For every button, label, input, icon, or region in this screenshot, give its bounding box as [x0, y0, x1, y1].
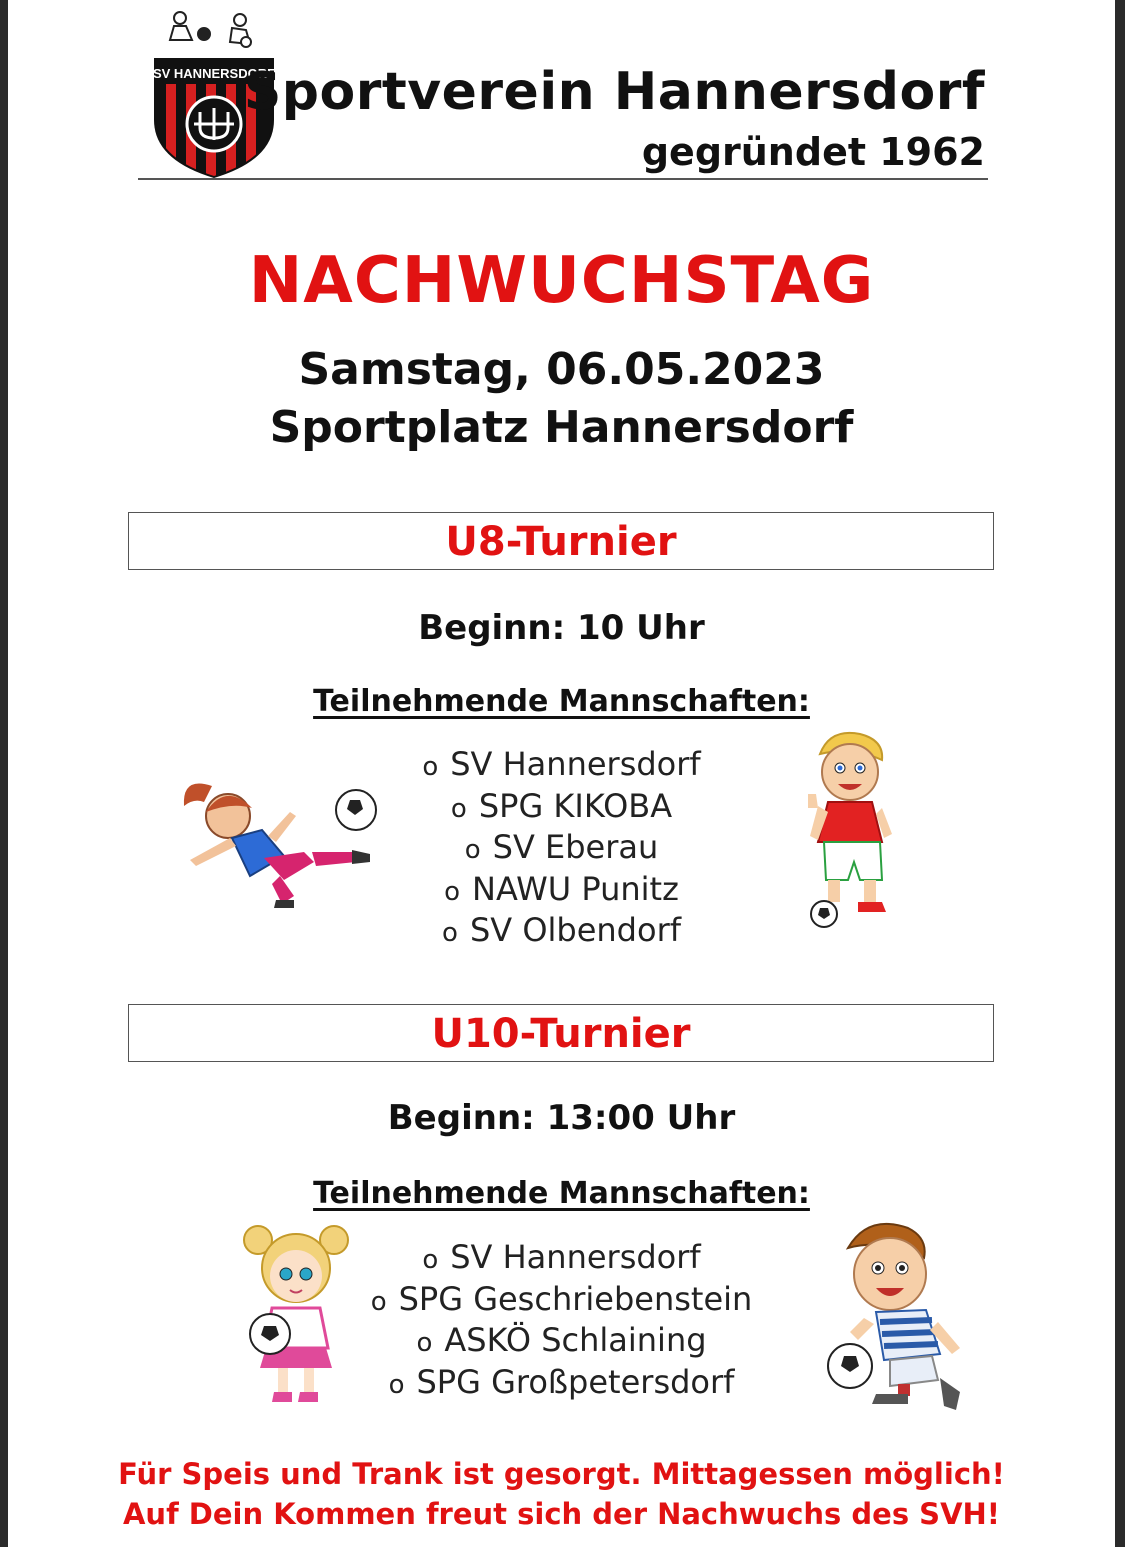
u10-tournament-heading: U10-Turnier	[128, 1004, 994, 1062]
girl-holding-ball-illustration	[236, 1222, 356, 1408]
header-divider	[138, 178, 988, 180]
footer-line-1: Für Speis und Trank ist gesorgt. Mittagessen möglich!	[118, 1457, 1005, 1491]
u8-begin-time: Beginn: 10 Uhr	[418, 608, 705, 648]
list-item: o SV Olbendorf	[442, 911, 681, 949]
list-item: o SPG KIKOBA	[450, 786, 673, 825]
founded-year: gegründet 1962	[641, 130, 985, 174]
girl-kicking-ball-illustration	[172, 776, 388, 912]
u10-teams-heading: Teilnehmende Mannschaften:	[313, 1176, 810, 1211]
u8-teams-heading: Teilnehmende Mannschaften:	[313, 684, 810, 719]
footer-line-2: Auf Dein Kommen freut sich der Nachwuchs des SVH!	[122, 1497, 1001, 1531]
event-venue: Sportplatz Hannersdorf	[269, 402, 854, 453]
list-item: o SPG Großpetersdorf	[388, 1362, 735, 1401]
crest-text: SV HANNERSDORF	[152, 66, 276, 81]
list-item: o NAWU Punitz	[444, 869, 679, 908]
boy-thumbs-up-illustration	[798, 728, 902, 928]
list-item: o SV Hannersdorf	[422, 745, 701, 783]
u8-tournament-heading: U8-Turnier	[128, 512, 994, 570]
flyer-page	[8, 0, 1115, 1547]
list-item: o SV Eberau	[464, 828, 659, 866]
event-title: NACHWUCHSTAG	[248, 244, 875, 318]
boy-running-with-ball-illustration	[820, 1218, 980, 1414]
list-item: o SV Hannersdorf	[422, 1238, 701, 1276]
u10-begin-time: Beginn: 13:00 Uhr	[387, 1098, 736, 1138]
club-name: Sportverein Hannersdorf	[243, 62, 985, 122]
list-item: o ASKÖ Schlaining	[416, 1321, 707, 1359]
list-item: o SPG Geschriebenstein	[370, 1279, 753, 1318]
event-date: Samstag, 06.05.2023	[298, 344, 825, 395]
